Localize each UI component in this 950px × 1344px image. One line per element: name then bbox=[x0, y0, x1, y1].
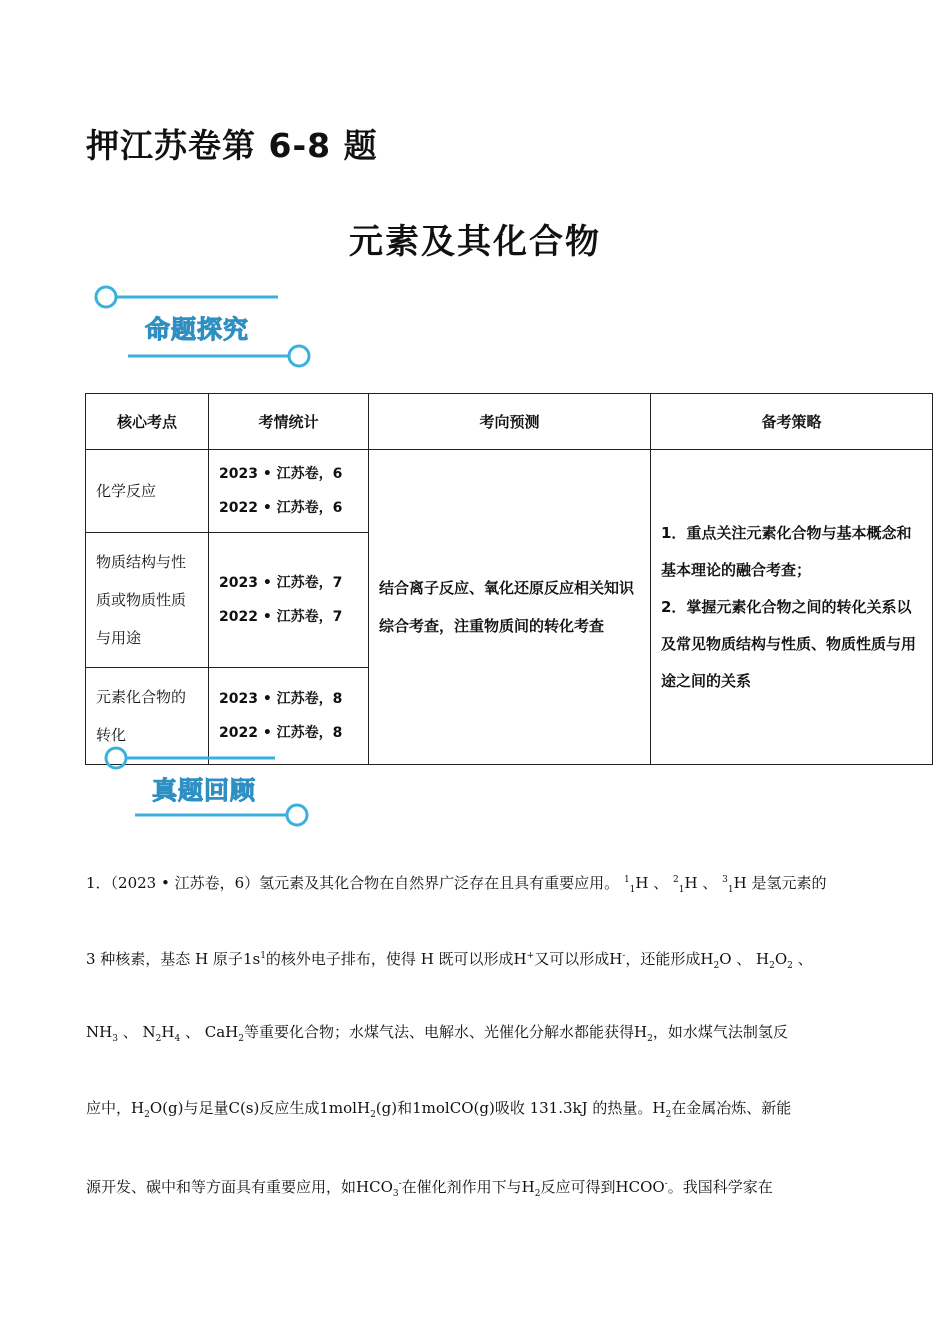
header-core-topic: 核心考点 bbox=[86, 394, 209, 450]
compound-formula: C(s) bbox=[228, 1099, 260, 1117]
topic-cell: 元素化合物的转化 bbox=[86, 668, 209, 765]
text-run: 在金属冶炼、新能 bbox=[671, 1099, 792, 1117]
stat-line: 2023 • 江苏卷，8 bbox=[219, 691, 343, 707]
text-run: 和 bbox=[397, 1099, 413, 1117]
compound-formula: $H_2O(g)$ bbox=[131, 1099, 184, 1120]
ion-formula: H- bbox=[609, 950, 626, 968]
topic-cell: 化学反应 bbox=[86, 450, 209, 533]
stat-line: 2023 • 江苏卷，7 bbox=[219, 575, 343, 591]
text-run: 是氢元素的 bbox=[751, 874, 827, 892]
ion-formula: $HCO_3^-$ bbox=[356, 1178, 402, 1199]
text-run: 等重要化合物；水煤气法、电解水、光催化分解水都能获得 bbox=[243, 1023, 634, 1041]
exam-analysis-table bbox=[85, 393, 933, 765]
stats-cell bbox=[209, 450, 369, 533]
stat-line: 2022 • 江苏卷，6 bbox=[219, 500, 343, 516]
compound-formula: 1molH$_2$(g) bbox=[319, 1099, 398, 1120]
banner-label: 命题探究 bbox=[145, 315, 250, 344]
banner-label: 真题回顾 bbox=[152, 776, 257, 805]
text-run: 。我国科学家在 bbox=[667, 1178, 773, 1196]
compound-formula: $H_2$ bbox=[633, 1023, 653, 1044]
text-run: 在催化剂作用下与 bbox=[401, 1178, 522, 1196]
compound-formula: $H_2$ bbox=[521, 1178, 541, 1199]
document-title: 押江苏卷第 6-8 题 bbox=[86, 126, 378, 165]
compound-formula: 1molCO(g) bbox=[412, 1099, 495, 1117]
header-prediction: 考向预测 bbox=[369, 394, 651, 450]
section-banner-exploration bbox=[90, 280, 330, 370]
ion-formula: H+ bbox=[513, 950, 535, 968]
isotope-formula: $^1_1$H 、 $^2_1$H 、 $^3_1$H bbox=[623, 874, 747, 895]
compound-formula: $H_2$ bbox=[652, 1099, 672, 1120]
text-run: 3 种核素，基态 H 原子 bbox=[86, 950, 243, 968]
text-run: 反应生成 bbox=[259, 1099, 320, 1117]
text-run: ，还能形成 bbox=[625, 950, 701, 968]
text-run: ，如水煤气法制氢反 bbox=[652, 1023, 788, 1041]
document-subtitle: 元素及其化合物 bbox=[349, 222, 601, 262]
ion-formula: HCOO- bbox=[615, 1178, 668, 1196]
compound-formula: $NH_3$ 、 $N_2H_4$ 、 CaH$_2$ bbox=[86, 1023, 244, 1044]
orbital-formula: $1s^1$ bbox=[242, 950, 266, 968]
text-run: 与足量 bbox=[183, 1099, 229, 1117]
strategy-cell bbox=[651, 450, 933, 765]
header-strategy: 备考策略 bbox=[651, 394, 933, 450]
strategy-item: 2．掌握元素化合物之间的转化关系以及常见物质结构与性质、物质性质与用途之间的关系 bbox=[661, 597, 917, 690]
section-banner-review bbox=[100, 743, 340, 833]
question-line bbox=[86, 842, 866, 928]
text-run: 吸收 131.3kJ 的热量。 bbox=[494, 1099, 653, 1117]
prediction-cell: 结合离子反应、氧化还原反应相关知识综合考查，注重物质间的转化考查 bbox=[369, 450, 651, 765]
text-run: 应中， bbox=[86, 1099, 132, 1117]
stats-cell bbox=[209, 533, 369, 668]
text-run: 反应可得到 bbox=[540, 1178, 616, 1196]
text-run: 源开发、碳中和等方面具有重要应用，如 bbox=[86, 1178, 357, 1196]
stat-line: 2022 • 江苏卷，7 bbox=[219, 609, 343, 625]
text-run: 又可以形成 bbox=[534, 950, 610, 968]
text-run: 1．（2023 • 江苏卷，6）氢元素及其化合物在自然界广泛存在且具有重要应用。 bbox=[86, 874, 620, 892]
question-line bbox=[86, 918, 866, 1004]
header-stats: 考情统计 bbox=[209, 394, 369, 450]
compound-formula: $H_2O$ 、 $H_2O_2$ 、 bbox=[700, 950, 813, 971]
strategy-item: 1．重点关注元素化合物与基本概念和基本理论的融合考查； bbox=[661, 523, 912, 579]
question-line bbox=[86, 1146, 866, 1232]
question-line bbox=[86, 994, 866, 1077]
topic-cell: 物质结构与性质或物质性质与用途 bbox=[86, 533, 209, 668]
stat-line: 2023 • 江苏卷，6 bbox=[219, 466, 343, 482]
text-run: 的核外电子排布，使得 H 既可以形成 bbox=[265, 950, 514, 968]
question-line bbox=[86, 1070, 866, 1153]
stat-line: 2022 • 江苏卷，8 bbox=[219, 725, 343, 741]
